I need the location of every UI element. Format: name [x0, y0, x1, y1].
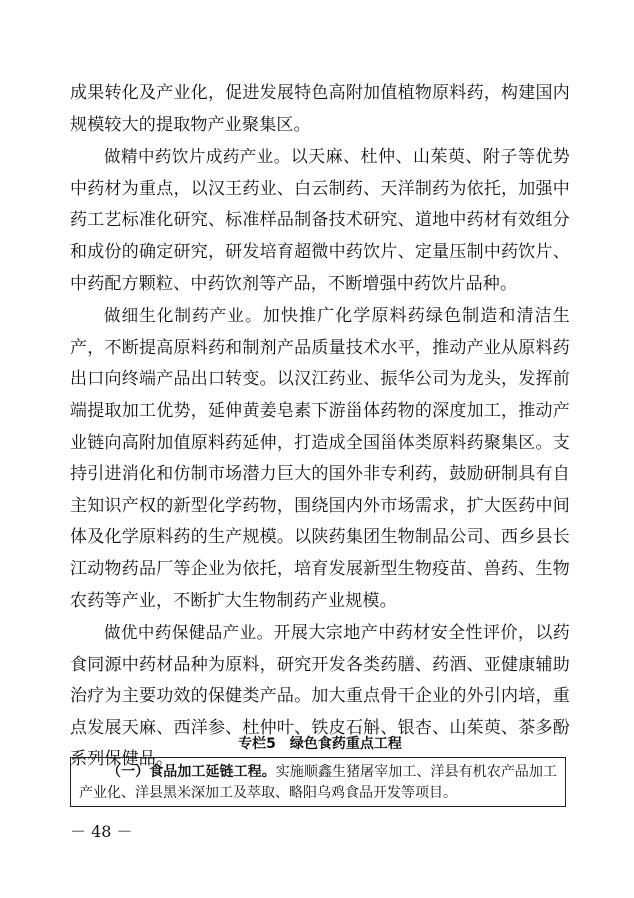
special-column-item — [79, 762, 557, 804]
paragraph-text: 成果转化及产业化，促进发展特色高附加值植物原料药，构建国内规模较大的提取物产业聚集区。 — [70, 83, 570, 135]
paragraph-text: 以天麻、杜仲、山茱萸、附子等优势中药材为重点，以汉王药业、白云制药、天洋制药为依托，加强中药工艺标准化研究、标准样品制备技术研究、道地中药材有效组分和成份的确定研究，研发培育超微中药饮片、定量压制中药饮片、中药配方颗粒、中药饮剂等产品，不断增强中药饮片品种。 — [70, 147, 570, 294]
paragraph-heading: 做优中药保健品产业。 — [104, 623, 274, 643]
body-text — [70, 78, 570, 776]
paragraph-text: 加快推广化学原料药绿色制造和清洁生产，不断提高原料药和制剂产品质量技术水平，推动产业从原料药出口向终端产品出口转变。以汉江药业、振华公司为龙头，发挥前端提取加工优势，延伸黄姜皂素下游甾体药物的深度加工，推动产业链向高附加值原料药延伸，打造成全国甾体类原料药聚集区。支持引进消化和仿制市场潜力巨大的国外非专利药，鼓励研制具有自主知识产权的新型化学药物，围绕国内外市场需求，扩大医药中间体及化学原料药的生产规模。以陕药集团生物制品公司、西乡县长江动物药品厂等企业为依托，培育发展新型生物疫苗、兽药、生物农药等产业，不断扩大生物制药产业规模。 — [70, 306, 570, 611]
special-column-box — [70, 757, 566, 807]
special-column-item-text: 实施顺鑫生猪屠宰加工、洋县有机农产品加工产业化、洋县黑米深加工及萃取、略阳乌鸡食品开发等项目。 — [79, 764, 558, 801]
special-column-item-heading: （一）食品加工延链工程。 — [107, 764, 276, 780]
paragraph-heading: 做精中药饮片成药产业。 — [104, 147, 291, 167]
paragraph-tcm-decoction — [70, 141, 570, 300]
paragraph-text: 开展大宗地产中药材安全性评价，以药食同源中药材品种为原料，研究开发各类药膳、药酒、亚健康辅助治疗为主要功效的保健类产品。加大重点骨干企业的外引内培，重点发展天麻、西洋参、杜仲叶、铁皮石斛、银杏、山茱萸、茶多酚系列保健品。 — [70, 623, 571, 770]
special-column-title: 专栏5 绿色食药重点工程 — [238, 736, 402, 752]
paragraph-heading: 做细生化制药产业。 — [104, 306, 263, 326]
page-number: － 48 － — [70, 822, 133, 841]
paragraph-continuation — [70, 78, 570, 141]
paragraph-biochemical-pharma — [70, 300, 570, 617]
